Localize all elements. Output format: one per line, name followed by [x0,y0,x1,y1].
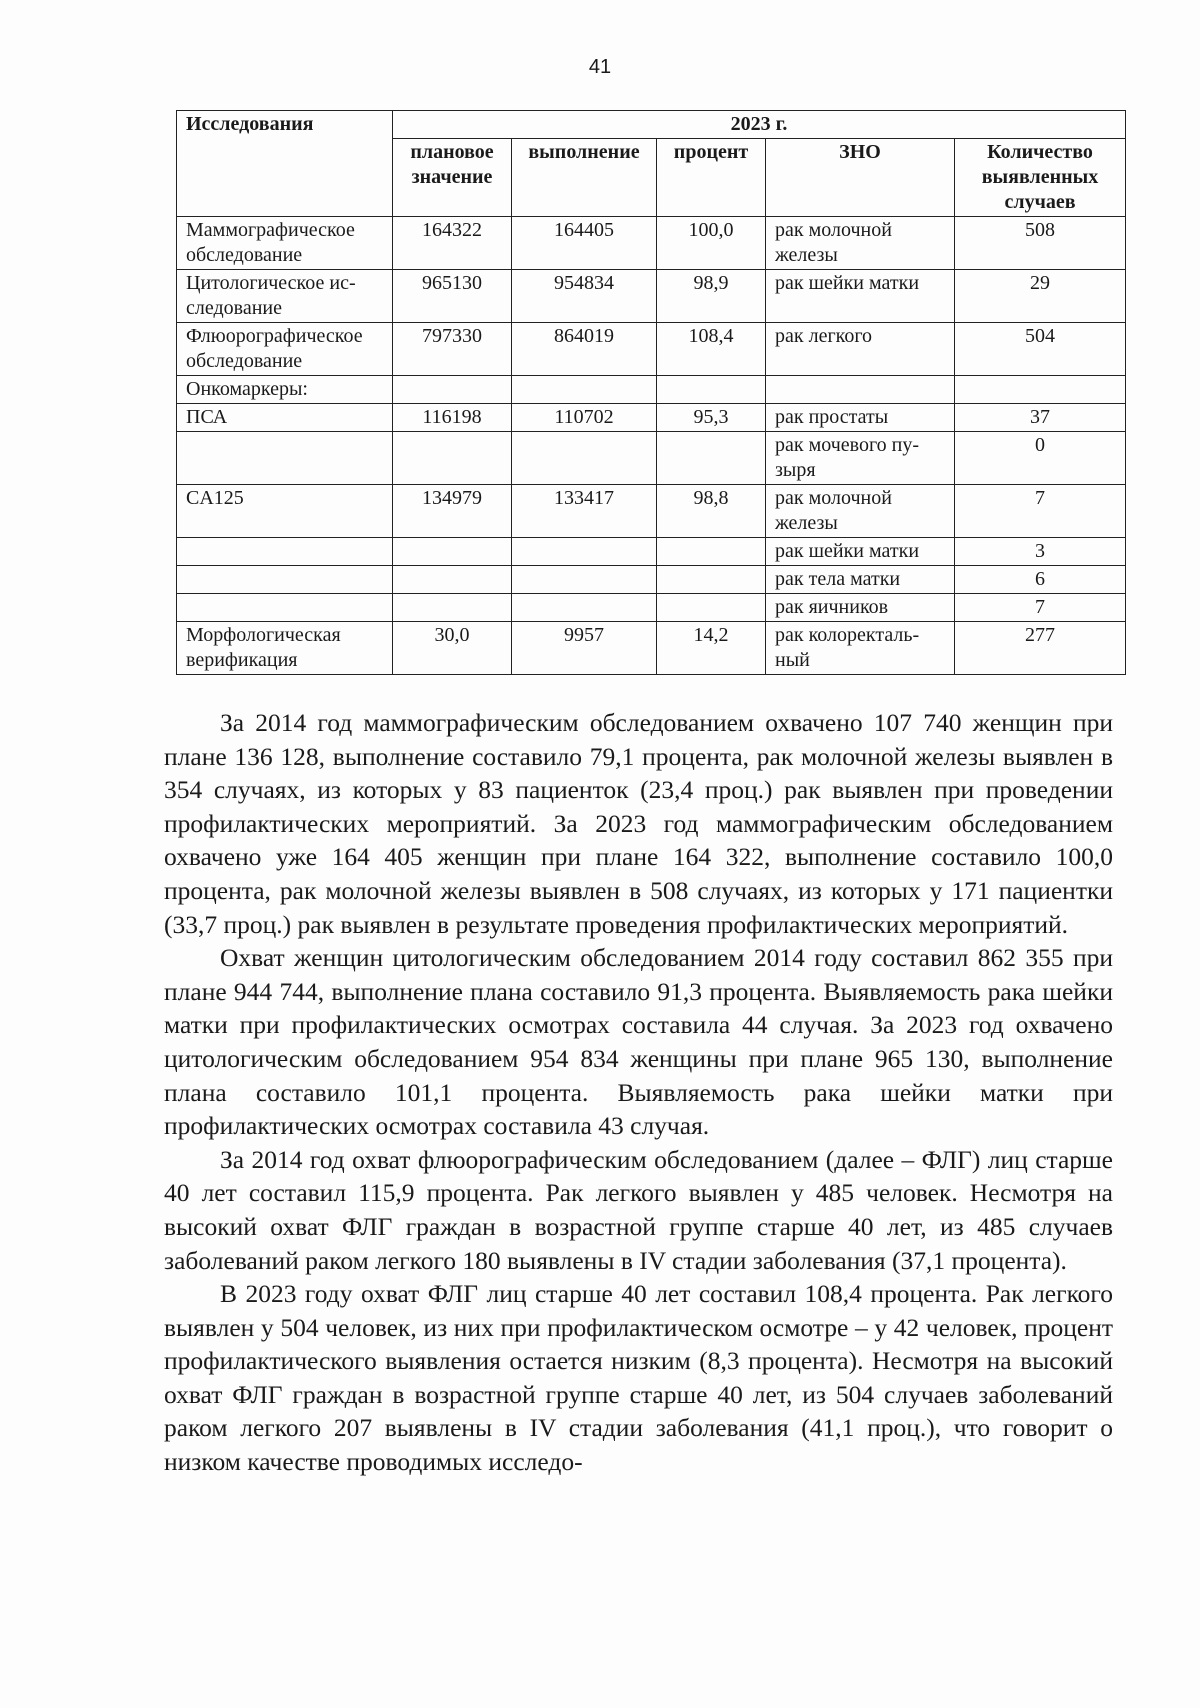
cell-done: 110702 [512,404,657,432]
cell-cases: 508 [955,217,1126,270]
cell-done [512,566,657,594]
cell-cases: 6 [955,566,1126,594]
table-row [177,270,1126,323]
cell-percent: 98,9 [657,270,766,323]
cell-zno: рак шейки матки [766,538,955,566]
table-row [177,538,1126,566]
cell-percent: 14,2 [657,622,766,675]
cell-zno: рак мочевого пу-зыря [766,432,955,485]
header-year: 2023 г. [393,111,1126,139]
cell-research: Цитологическое ис-следование [177,270,393,323]
cell-cases: 7 [955,485,1126,538]
cell-plan [393,594,512,622]
cell-done: 864019 [512,323,657,376]
header-percent: процент [657,139,766,217]
cell-cases: 7 [955,594,1126,622]
cell-percent: 95,3 [657,404,766,432]
cell-plan: 134979 [393,485,512,538]
cell-percent: 98,8 [657,485,766,538]
table-row [177,622,1126,675]
cell-plan [393,432,512,485]
paragraph-flg-2014: За 2014 год охват флюорографическим обследованием (далее – ФЛГ) лиц старше 40 лет составил 115,9 процента. Рак легкого выявлен у 485 человек. Несмотря на высокий охват ФЛГ граждан в возрастной группе старше 40 лет, из 485 случаев заболеваний раком легкого 180 выявлены в IV стадии заболевания (37,1 процента). [164,1144,1113,1275]
cell-cases: 504 [955,323,1126,376]
cell-zno [766,376,955,404]
cell-research [177,566,393,594]
cell-zno: рак легкого [766,323,955,376]
cell-plan: 116198 [393,404,512,432]
cell-plan [393,538,512,566]
cell-plan [393,376,512,404]
cell-cases: 0 [955,432,1126,485]
header-plan: плановое значение [393,139,512,217]
cell-done: 133417 [512,485,657,538]
table-row [177,485,1126,538]
table-row [177,594,1126,622]
cell-plan: 30,0 [393,622,512,675]
body-text [164,706,1113,1479]
table-body [177,217,1126,675]
cell-research: Онкомаркеры: [177,376,393,404]
cell-cases: 29 [955,270,1126,323]
table-row [177,432,1126,485]
cell-percent: 100,0 [657,217,766,270]
cell-percent [657,376,766,404]
cell-percent [657,432,766,485]
cell-percent [657,566,766,594]
cell-zno: рак яичников [766,594,955,622]
table-row [177,217,1126,270]
cell-percent [657,538,766,566]
cell-cases: 277 [955,622,1126,675]
cell-done [512,594,657,622]
cell-zno: рак молочной железы [766,485,955,538]
cell-research: Флюорографическое обследование [177,323,393,376]
cell-research: Морфологическая верификация [177,622,393,675]
table-row [177,376,1126,404]
cell-research [177,538,393,566]
cell-plan: 965130 [393,270,512,323]
paragraph-flg-2023: В 2023 году охват ФЛГ лиц старше 40 лет составил 108,4 процента. Рак легкого выявлен у 504 человек, из них при профилактическом осмотре – у 42 человек, процент профилактического выявления остается низким (8,3 процента). Несмотря на высокий охват ФЛГ граждан в возрастной группе старше 40 лет, из 504 случаев заболеваний раком легкого 207 выявлены в IV стадии заболевания (41,1 проц.), что говорит о низком качестве проводимых исследо- [164,1279,1113,1477]
cell-plan: 797330 [393,323,512,376]
table-row [177,323,1126,376]
cell-zno: рак молочной железы [766,217,955,270]
table-row [177,404,1126,432]
cell-done: 954834 [512,270,657,323]
header-zno: ЗНО [766,139,955,217]
table-row [177,566,1126,594]
cell-research: Маммографическое обследование [177,217,393,270]
paragraph-cytology: Охват женщин цитологическим обследованием 2014 году составил 862 355 при плане 944 744, выполнение плана составило 91,3 процента. Выявляемость рака шейки матки при профилактических осмотрах составила 44 случая. За 2023 год охвачено цитологическим обследованием 954 834 женщины при плане 965 130, выполнение плана составило 101,1 процента. Выявляемость рака шейки матки при профилактических осмотрах составила 43 случая. [164,943,1113,1141]
paragraph-mammography: За 2014 год маммографическим обследованием охвачено 107 740 женщин при плане 136 128, выполнение составило 79,1 процента, рак молочной железы выявлен в 354 случаях, из которых у 83 пациенток (23,4 проц.) рак выявлен при проведении профилактических мероприятий. За 2023 год маммографическим обследованием охвачено уже 164 405 женщин при плане 164 322, выполнение составило 100,0 процента, рак молочной железы выявлен в 508 случаях, из которых у 171 пациентки (33,7 проц.) рак выявлен в результате проведения профилактических мероприятий. [164,708,1113,939]
cell-done: 9957 [512,622,657,675]
cell-research: ПСА [177,404,393,432]
cell-plan [393,566,512,594]
screening-table [176,110,1126,675]
header-cases: Количество выявленных случаев [955,139,1126,217]
cell-zno: рак простаты [766,404,955,432]
cell-done [512,376,657,404]
table-header-row [177,111,1126,139]
cell-done: 164405 [512,217,657,270]
cell-cases: 37 [955,404,1126,432]
cell-percent: 108,4 [657,323,766,376]
cell-research: CA125 [177,485,393,538]
header-research: Исследования [177,111,393,217]
page-number: 41 [588,56,612,78]
header-done: выполнение [512,139,657,217]
cell-zno: рак тела матки [766,566,955,594]
cell-cases: 3 [955,538,1126,566]
cell-cases [955,376,1126,404]
cell-plan: 164322 [393,217,512,270]
cell-research [177,432,393,485]
cell-done [512,538,657,566]
cell-zno: рак шейки матки [766,270,955,323]
cell-done [512,432,657,485]
cell-zno: рак колоректаль-ный [766,622,955,675]
cell-percent [657,594,766,622]
cell-research [177,594,393,622]
